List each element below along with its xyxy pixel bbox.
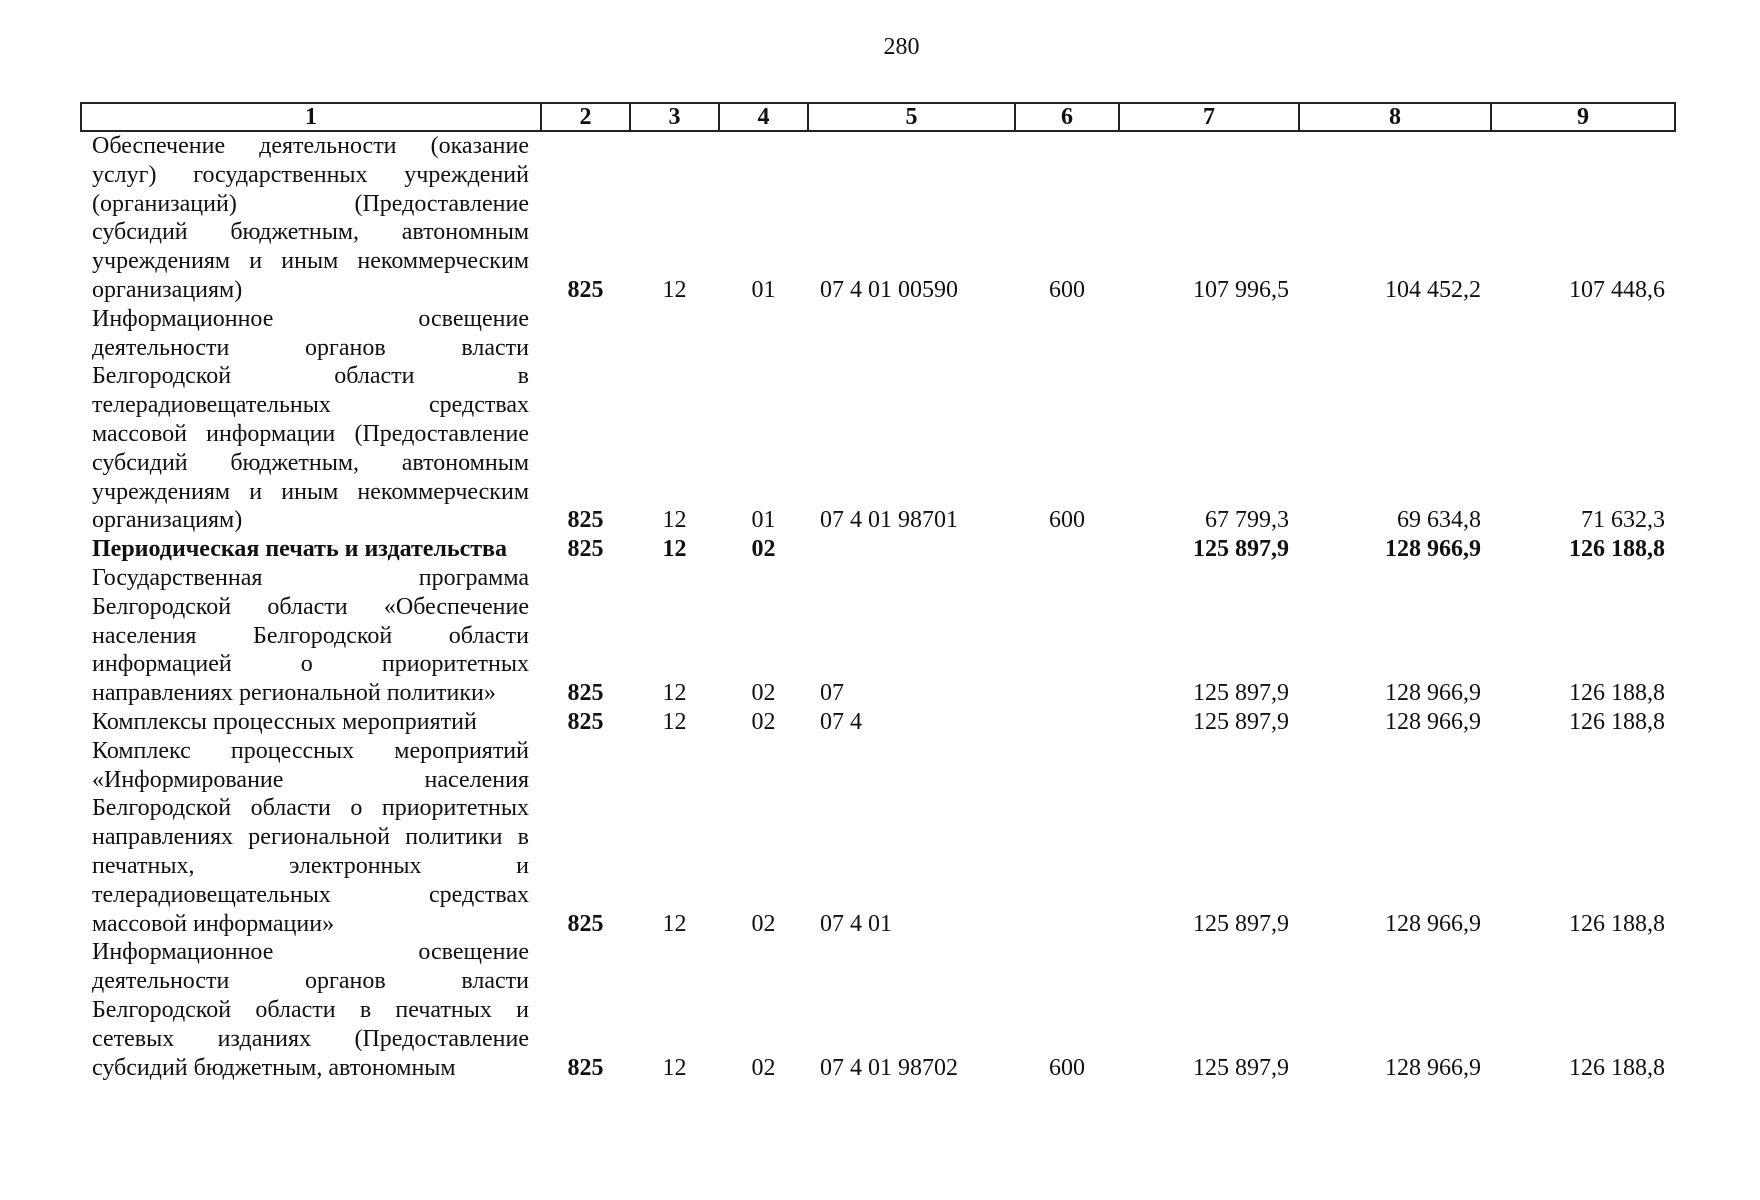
- amount-col7-cell: 125 897,9: [1193, 708, 1289, 735]
- amount-col9-cell: 126 188,8: [1569, 708, 1665, 735]
- amount-col8-cell: 128 966,9: [1385, 1054, 1481, 1081]
- kvsr-cell: 825: [567, 536, 604, 563]
- description-line: организациям): [92, 507, 243, 534]
- description-line: направлениях региональной политики в: [92, 824, 529, 851]
- description-cell: [81, 737, 541, 939]
- description-line: Белгородской области в печатных и: [92, 996, 529, 1023]
- section-cell: 12: [662, 1054, 687, 1081]
- subsection-cell: 01: [751, 276, 776, 303]
- section-cell: 12: [662, 536, 687, 563]
- column-header-5: 5: [808, 103, 1015, 131]
- section-cell: 12: [662, 680, 687, 707]
- table-row: [81, 564, 1675, 708]
- description-line: направлениях региональной политики»: [92, 680, 496, 707]
- description-line: массовой информации»: [92, 910, 335, 937]
- description-line: печатных, электронных и: [92, 852, 529, 879]
- description-line: деятельности органов власти: [92, 968, 529, 995]
- expense-type-cell: 600: [1049, 507, 1085, 534]
- page-number: 280: [883, 34, 920, 60]
- header-row: [81, 103, 1675, 131]
- expense-type-cell: 600: [1049, 276, 1085, 303]
- amount-col9-cell: 126 188,8: [1569, 1054, 1665, 1081]
- budget-table: [80, 102, 1676, 1082]
- amount-col7-cell: 67 799,3: [1205, 507, 1289, 534]
- table-row: [81, 737, 1675, 939]
- table-body: [81, 131, 1675, 1082]
- kvsr-cell: 825: [567, 507, 604, 534]
- description-line: Информационное освещение: [92, 939, 529, 966]
- amount-col8-cell: 128 966,9: [1385, 680, 1481, 707]
- description-line: сетевых изданиях (Предоставление: [92, 1025, 529, 1052]
- subsection-cell: 02: [751, 708, 776, 735]
- description-line: деятельности органов власти: [92, 334, 529, 361]
- subsection-cell: 01: [751, 507, 776, 534]
- description-cell: [81, 535, 541, 564]
- description-line: телерадиовещательных средствах: [92, 881, 529, 908]
- description-cell: [81, 708, 541, 737]
- target-article-cell: [808, 535, 1015, 564]
- description-line: учреждениям и иным некоммерческим: [92, 478, 529, 505]
- amount-col9-cell: 126 188,8: [1569, 536, 1665, 563]
- amount-col9-cell: 126 188,8: [1569, 680, 1665, 707]
- column-header-6: 6: [1015, 103, 1119, 131]
- table-row: [81, 938, 1675, 1082]
- description-line: Государственная программа: [92, 564, 529, 591]
- kvsr-cell: 825: [567, 910, 604, 937]
- subsection-cell: 02: [751, 680, 776, 707]
- expense-type-cell: [1015, 564, 1119, 708]
- description-line: Белгородской области «Обеспечение: [92, 593, 529, 620]
- description-line: массовой информации (Предоставление: [92, 420, 529, 447]
- description-line: Белгородской области в: [92, 363, 529, 390]
- amount-col9-cell: 71 632,3: [1581, 507, 1665, 534]
- budget-table-container: [80, 102, 1674, 1082]
- subsection-cell: 02: [751, 910, 776, 937]
- description-line: Комплекс процессных мероприятий: [92, 737, 529, 764]
- amount-col8-cell: 128 966,9: [1385, 910, 1481, 937]
- amount-col9-cell: 107 448,6: [1569, 276, 1665, 303]
- amount-col8-cell: 104 452,2: [1385, 276, 1481, 303]
- target-article-cell: 07 4 01 98701: [820, 507, 958, 534]
- expense-type-cell: [1015, 737, 1119, 939]
- description-line: Информационное освещение: [92, 305, 529, 332]
- description-line: учреждениям и иным некоммерческим: [92, 248, 529, 275]
- table-header: [81, 103, 1675, 131]
- kvsr-cell: 825: [567, 680, 604, 707]
- column-header-1: 1: [81, 103, 541, 131]
- table-row: [81, 708, 1675, 737]
- expense-type-cell: [1015, 535, 1119, 564]
- amount-col8-cell: 128 966,9: [1385, 708, 1481, 735]
- column-header-4: 4: [719, 103, 808, 131]
- kvsr-cell: 825: [567, 708, 604, 735]
- expense-type-cell: 600: [1049, 1054, 1085, 1081]
- kvsr-cell: 825: [567, 276, 604, 303]
- description-cell: [81, 938, 541, 1082]
- subsection-cell: 02: [751, 1054, 776, 1081]
- table-row: [81, 305, 1675, 535]
- description-line: телерадиовещательных средствах: [92, 392, 529, 419]
- column-header-7: 7: [1119, 103, 1299, 131]
- table-row: [81, 131, 1675, 305]
- amount-col7-cell: 125 897,9: [1193, 1054, 1289, 1081]
- amount-col7-cell: 107 996,5: [1193, 276, 1289, 303]
- description-line: Периодическая печать и издательства: [92, 536, 508, 563]
- column-header-3: 3: [630, 103, 719, 131]
- section-cell: 12: [662, 276, 687, 303]
- target-article-cell: 07: [820, 680, 844, 707]
- subsection-cell: 02: [751, 536, 776, 563]
- amount-col8-cell: 69 634,8: [1397, 507, 1481, 534]
- description-line: субсидий бюджетным, автономным: [92, 1054, 456, 1081]
- description-cell: [81, 131, 541, 305]
- description-line: субсидий бюджетным, автономным: [92, 449, 529, 476]
- description-line: организациям): [92, 276, 243, 303]
- description-line: (организаций) (Предоставление: [92, 190, 529, 217]
- kvsr-cell: 825: [567, 1054, 604, 1081]
- description-line: информацией о приоритетных: [92, 651, 529, 678]
- amount-col9-cell: 126 188,8: [1569, 910, 1665, 937]
- column-header-9: 9: [1491, 103, 1675, 131]
- target-article-cell: 07 4 01: [820, 910, 892, 937]
- section-cell: 12: [662, 507, 687, 534]
- target-article-cell: 07 4 01 00590: [820, 276, 958, 303]
- description-line: Белгородской области о приоритетных: [92, 795, 529, 822]
- amount-col8-cell: 128 966,9: [1385, 536, 1481, 563]
- amount-col7-cell: 125 897,9: [1193, 680, 1289, 707]
- amount-col7-cell: 125 897,9: [1193, 536, 1289, 563]
- description-cell: [81, 564, 541, 708]
- description-line: Комплексы процессных мероприятий: [92, 708, 477, 735]
- description-line: «Информирование населения: [92, 766, 529, 793]
- expense-type-cell: [1015, 708, 1119, 737]
- description-line: услуг) государственных учреждений: [92, 161, 529, 188]
- description-line: Обеспечение деятельности (оказание: [92, 133, 529, 159]
- section-cell: 12: [662, 910, 687, 937]
- section-cell: 12: [662, 708, 687, 735]
- description-line: субсидий бюджетным, автономным: [92, 219, 529, 246]
- amount-col7-cell: 125 897,9: [1193, 910, 1289, 937]
- table-row: [81, 535, 1675, 564]
- description-cell: [81, 305, 541, 535]
- target-article-cell: 07 4 01 98702: [820, 1054, 958, 1081]
- target-article-cell: 07 4: [820, 708, 862, 735]
- column-header-2: 2: [541, 103, 630, 131]
- description-line: населения Белгородской области: [92, 622, 529, 649]
- column-header-8: 8: [1299, 103, 1491, 131]
